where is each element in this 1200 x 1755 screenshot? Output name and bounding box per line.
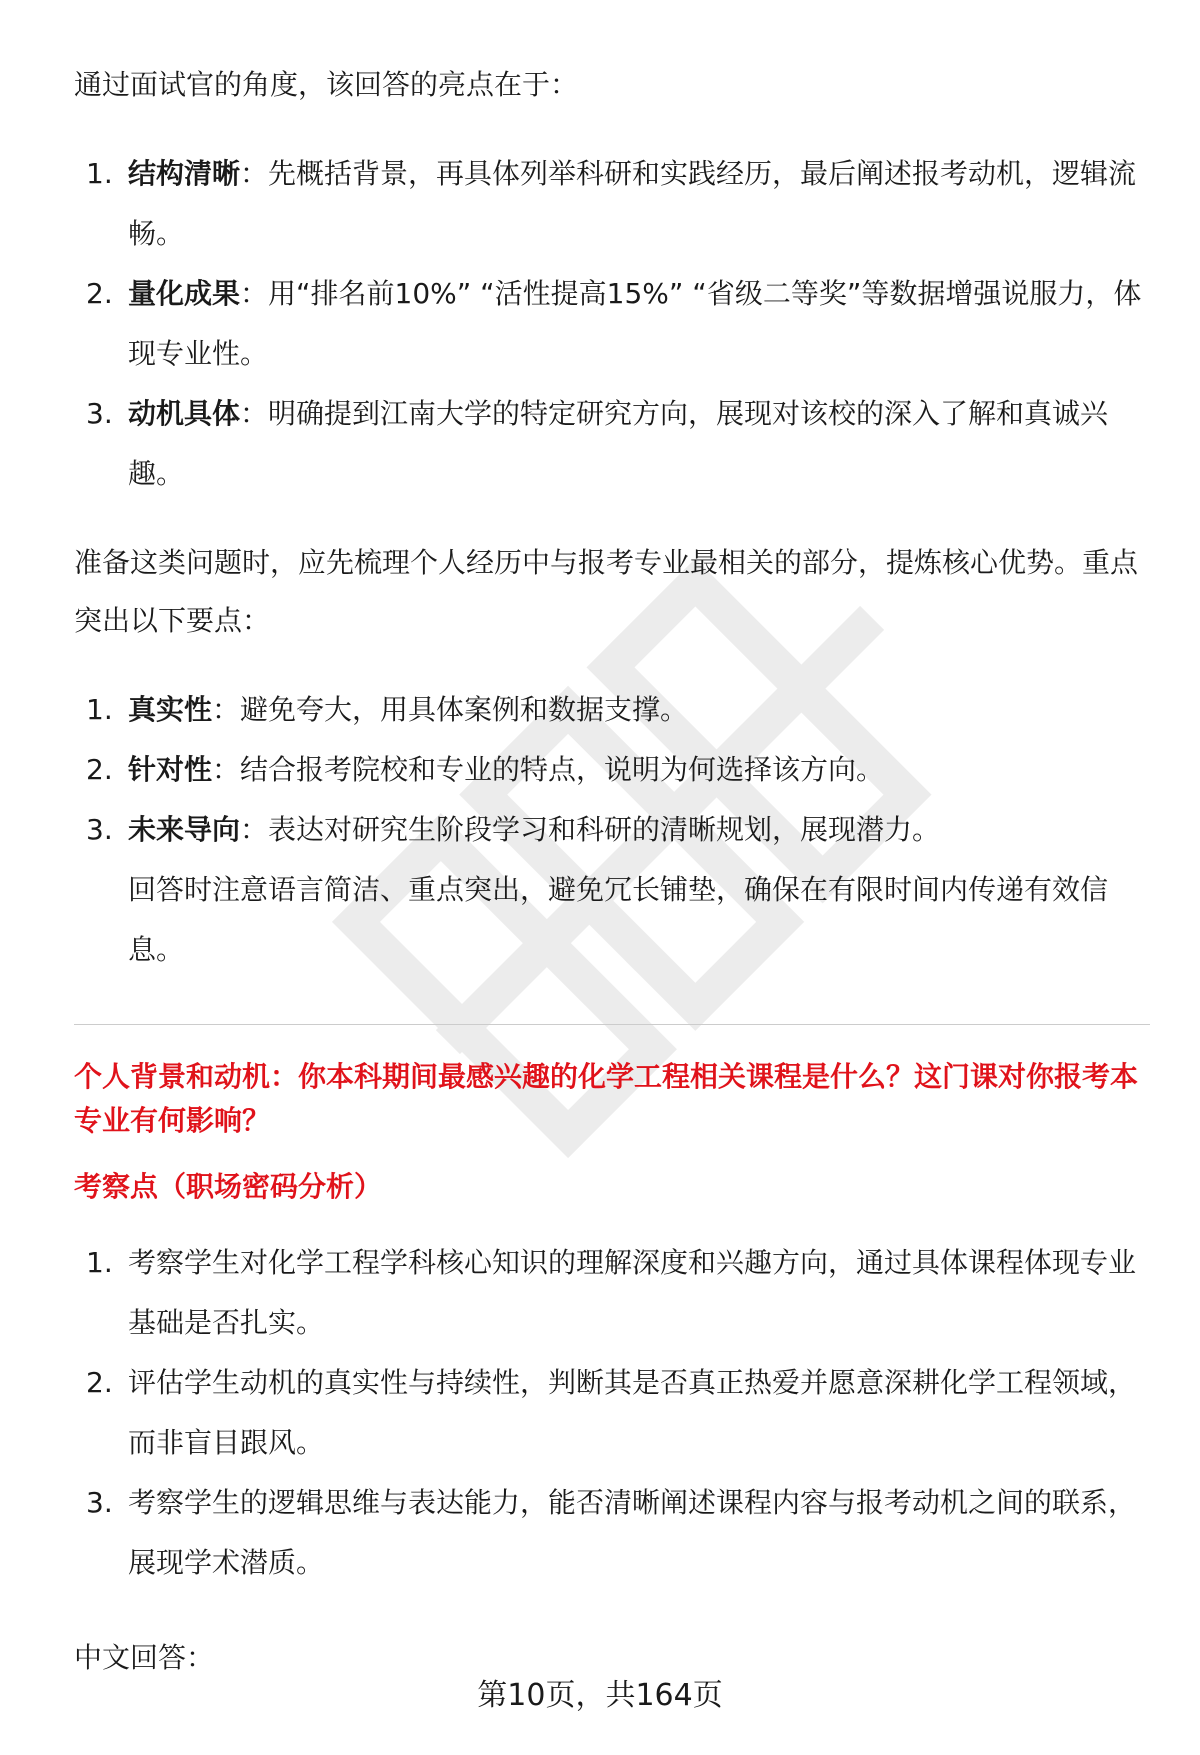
item-text: ：明确提到江南大学的特定研究方向，展现对该校的深入了解和真诚兴趣。 bbox=[128, 397, 1109, 490]
highlights-list bbox=[74, 144, 1150, 504]
main-content bbox=[74, 56, 1150, 1687]
list-item: 3. 考察学生的逻辑思维与表达能力，能否清晰阐述课程内容与报考动机之间的联系，展现学术潜质。 bbox=[86, 1486, 1137, 1579]
interview-question: 个人背景和动机：你本科期间最感兴趣的化学工程相关课程是什么？这门课对你报考本专业有何影响？ bbox=[74, 1060, 1139, 1137]
section-divider bbox=[74, 1024, 1150, 1025]
item-title: 未来导向 bbox=[128, 813, 241, 846]
item-text: 考察学生的逻辑思维与表达能力，能否清晰阐述课程内容与报考动机之间的联系，展现学术潜质。 bbox=[128, 1486, 1137, 1579]
item-title: 量化成果 bbox=[128, 277, 241, 310]
assessment-list bbox=[74, 1233, 1150, 1593]
item-title: 真实性 bbox=[128, 693, 213, 726]
section-label: 考察点（职场密码分析） bbox=[74, 1170, 383, 1203]
prep-paragraph: 准备这类问题时，应先梳理个人经历中与报考专业最相关的部分，提炼核心优势。重点突出以下要点： bbox=[74, 546, 1139, 637]
item-text: ：用“排名前10%” “活性提高15%” “省级二等奖”等数据增强说服力，体现专业性。 bbox=[128, 277, 1142, 370]
item-text: ：先概括背景，再具体列举科研和实践经历，最后阐述报考动机，逻辑流畅。 bbox=[128, 157, 1137, 250]
item-text: 考察学生对化学工程学科核心知识的理解深度和兴趣方向，通过具体课程体现专业基础是否扎实。 bbox=[128, 1246, 1137, 1339]
list-item: 3. 动机具体：明确提到江南大学的特定研究方向，展现对该校的深入了解和真诚兴趣。 bbox=[86, 397, 1109, 490]
closing-note: 回答时注意语言简洁、重点突出，避免冗长铺垫，确保在有限时间内传递有效信息。 bbox=[128, 873, 1109, 966]
list-item: 1. 结构清晰：先概括背景，再具体列举科研和实践经历，最后阐述报考动机，逻辑流畅。 bbox=[86, 157, 1137, 250]
list-item: 3. 未来导向：表达对研究生阶段学习和科研的清晰规划，展现潜力。 回答时注意语言简洁、重点突出，避免冗长铺垫，确保在有限时间内传递有效信息。 bbox=[74, 800, 1150, 980]
page-footer: 第10页，共164页 bbox=[477, 1678, 723, 1713]
item-text: ：表达对研究生阶段学习和科研的清晰规划，展现潜力。 bbox=[240, 813, 941, 846]
answer-label: 中文回答： bbox=[74, 1641, 215, 1674]
list-item: 1. 考察学生对化学工程学科核心知识的理解深度和兴趣方向，通过具体课程体现专业基础是否扎实。 bbox=[86, 1246, 1137, 1339]
list-item: 2. 评估学生动机的真实性与持续性，判断其是否真正热爱并愿意深耕化学工程领域，而非盲目跟风。 bbox=[86, 1366, 1137, 1459]
list-item: 2. 量化成果：用“排名前10%” “活性提高15%” “省级二等奖”等数据增强说服力，体现专业性。 bbox=[86, 277, 1142, 370]
list-item: 2. 针对性：结合报考院校和专业的特点，说明为何选择该方向。 bbox=[86, 753, 885, 786]
item-title: 针对性 bbox=[128, 753, 213, 786]
item-title: 结构清晰 bbox=[128, 157, 241, 190]
intro-text: 通过面试官的角度，该回答的亮点在于： bbox=[74, 68, 579, 101]
key-points-list bbox=[74, 680, 1150, 980]
list-item: 1. 真实性：避免夸大，用具体案例和数据支撑。 bbox=[86, 693, 689, 726]
item-text: ：避免夸大，用具体案例和数据支撑。 bbox=[212, 693, 689, 726]
item-title: 动机具体 bbox=[128, 397, 241, 430]
item-text: 评估学生动机的真实性与持续性，判断其是否真正热爱并愿意深耕化学工程领域，而非盲目跟风。 bbox=[128, 1366, 1137, 1459]
item-text: ：结合报考院校和专业的特点，说明为何选择该方向。 bbox=[212, 753, 885, 786]
